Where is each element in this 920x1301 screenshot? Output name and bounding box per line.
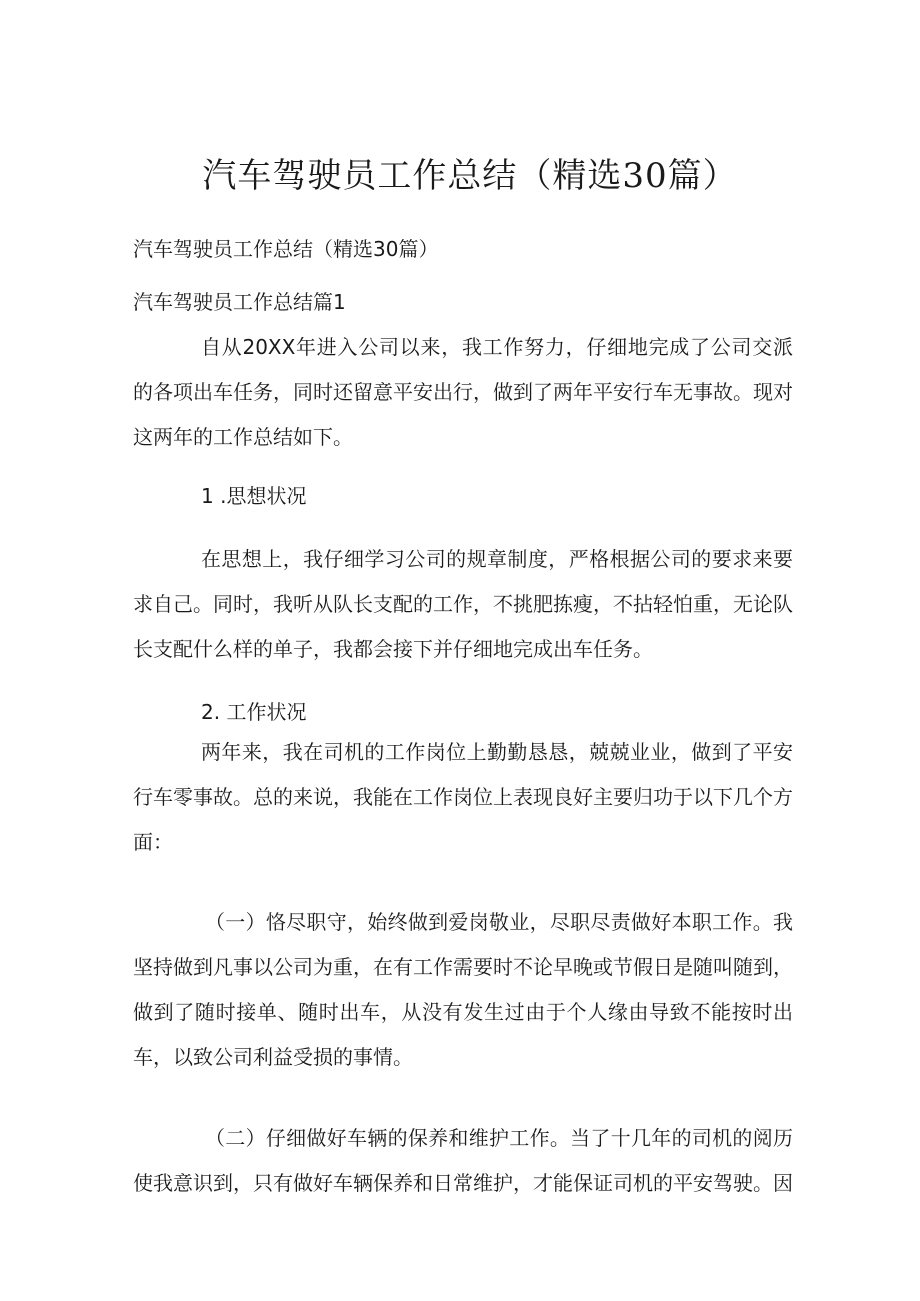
document-subtitle: 汽车驾驶员工作总结（精选30篇） (133, 237, 439, 261)
heading-thinking: 1 .思想状况 (201, 484, 307, 508)
document-title: 汽车驾驶员工作总结（精选30篇） (202, 156, 738, 196)
section-heading: 汽车驾驶员工作总结篇1 (133, 290, 346, 314)
thinking-paragraph: 在思想上，我仔细学习公司的规章制度，严格根据公司的要求来要求自己。同时，我听从队长支配的工作，不挑肥拣瘦，不拈轻怕重，无论队长支配什么样的单子，我都会接下并仔细地完成出车任务。 (133, 547, 793, 661)
point-one-paragraph: （一）恪尽职守，始终做到爱岗敬业，尽职尽责做好本职工作。我坚持做到凡事以公司为重，在有工作需要时不论早晚或节假日是随叫随到，做到了随时接单、随时出车，从没有发生过由于个人缘由导致不能按时出车，以致公司利益受损的事情。 (133, 910, 793, 1069)
intro-paragraph: 自从20XX年进入公司以来，我工作努力，仔细地完成了公司交派的各项出车任务，同时还留意平安出行，做到了两年平安行车无事故。现对这两年的工作总结如下。 (133, 335, 793, 449)
heading-work: 2. 工作状况 (201, 700, 307, 724)
point-two-paragraph: （二）仔细做好车辆的保养和维护工作。当了十几年的司机的阅历使我意识到，只有做好车辆保养和日常维护，才能保证司机的平安驾驶。因 (133, 1126, 793, 1195)
work-paragraph: 两年来，我在司机的工作岗位上勤勤恳恳，兢兢业业，做到了平安行车零事故。总的来说，我能在工作岗位上表现良好主要归功于以下几个方面： (133, 740, 793, 854)
